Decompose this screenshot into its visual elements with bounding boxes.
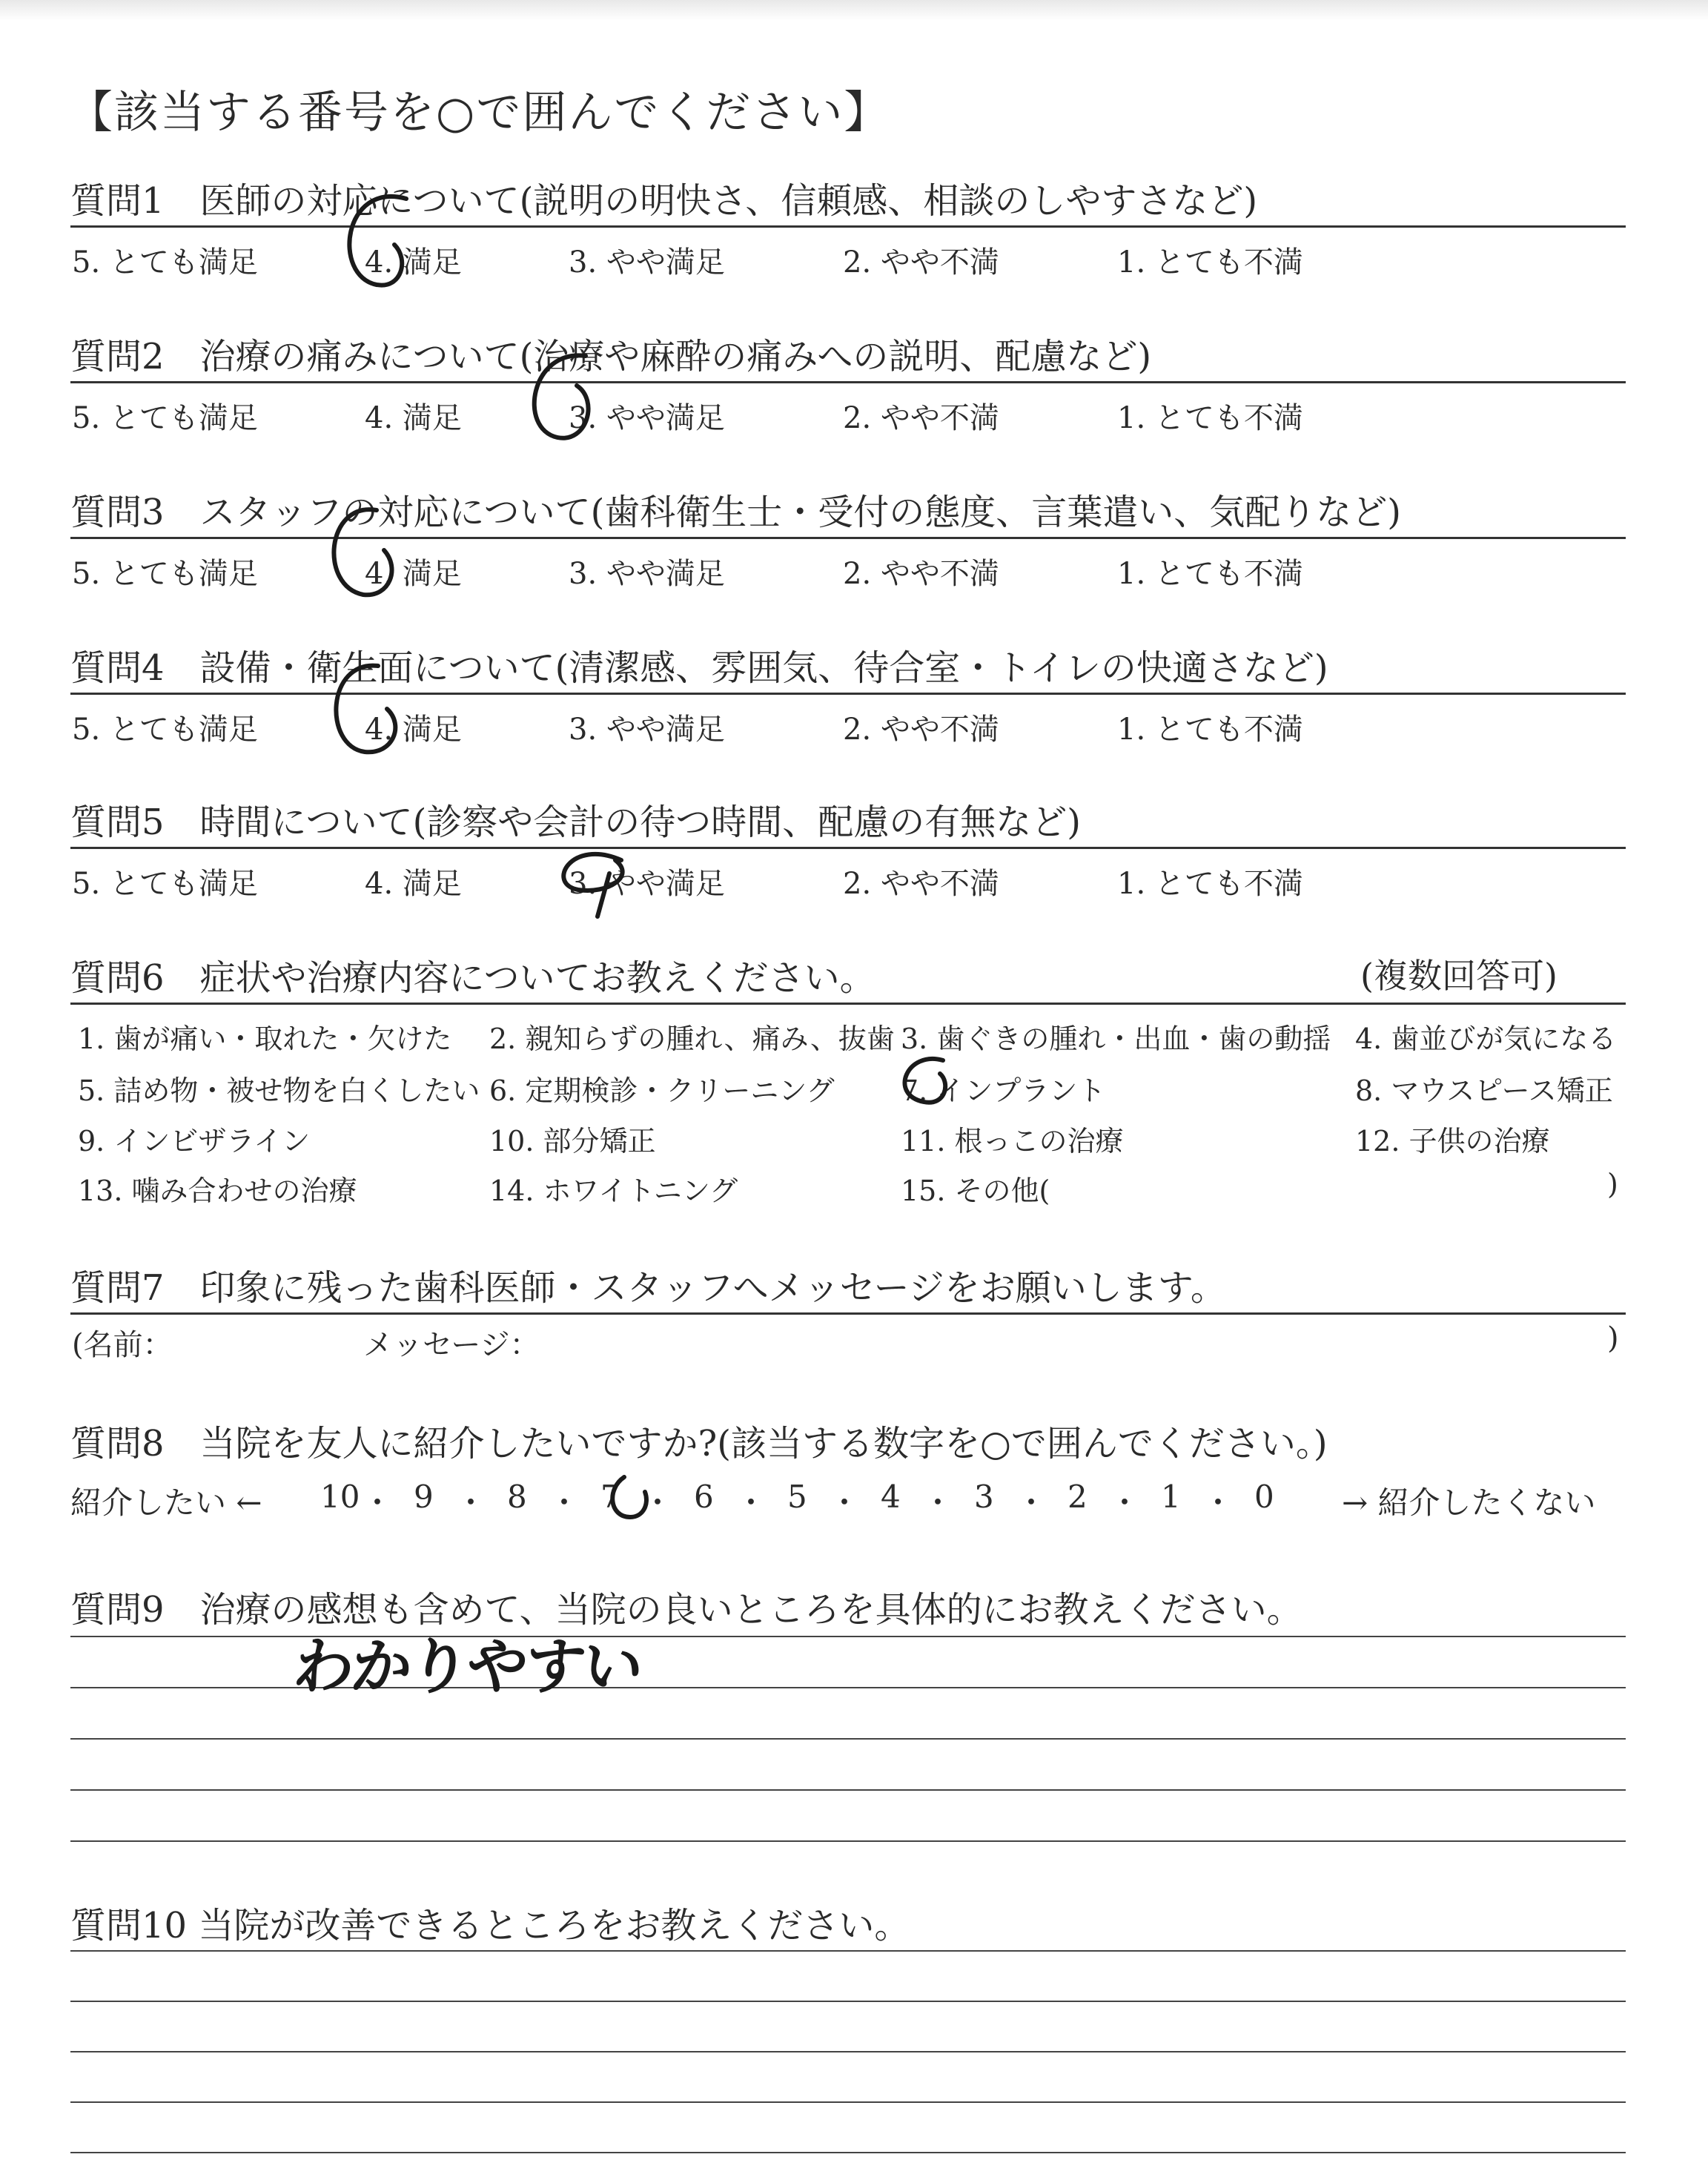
q3-option-1[interactable]: 1. とても不満 bbox=[1117, 557, 1303, 591]
q1-option-3[interactable]: 3. やや満足 bbox=[569, 245, 725, 280]
q4-option-2[interactable]: 2. やや不満 bbox=[843, 713, 999, 747]
q9-handwritten-text: わかりやすい bbox=[289, 1632, 644, 1702]
divider bbox=[70, 693, 1626, 695]
answer-line bbox=[70, 1738, 1626, 1740]
q6-item-6[interactable]: 6. 定期検診・クリーニング bbox=[489, 1074, 835, 1107]
q5-option-5[interactable]: 5. とても満足 bbox=[72, 867, 258, 901]
q8-left-label: 紹介したい ← bbox=[70, 1484, 262, 1521]
question-5 bbox=[70, 793, 1626, 901]
q1-option-4[interactable]: 4. 満足 bbox=[365, 245, 462, 280]
q4-option-5[interactable]: 5. とても満足 bbox=[72, 713, 258, 747]
answer-line bbox=[70, 1789, 1626, 1791]
q8-scale-2[interactable]: 2 bbox=[1068, 1479, 1088, 1515]
divider bbox=[70, 847, 1626, 849]
q2-option-2[interactable]: 2. やや不満 bbox=[843, 401, 999, 435]
q8-scale-0[interactable]: 0 bbox=[1254, 1479, 1274, 1515]
divider bbox=[70, 1312, 1626, 1315]
q1-option-5[interactable]: 5. とても満足 bbox=[72, 245, 258, 280]
q6-item-7[interactable]: 7. インプラント bbox=[901, 1074, 1106, 1107]
answer-line bbox=[70, 2101, 1626, 2103]
q8-right-label: → 紹介したくない bbox=[1342, 1484, 1596, 1521]
q8-scale-separator: ・ bbox=[549, 1484, 580, 1521]
q8-scale-separator: ・ bbox=[922, 1484, 954, 1521]
q8-scale-separator: ・ bbox=[1109, 1484, 1141, 1521]
divider bbox=[70, 225, 1626, 228]
q6-item-8[interactable]: 8. マウスピース矯正 bbox=[1355, 1074, 1613, 1107]
divider bbox=[70, 1003, 1626, 1005]
q3-option-2[interactable]: 2. やや不満 bbox=[843, 557, 999, 591]
q5-option-2[interactable]: 2. やや不満 bbox=[843, 867, 999, 901]
q8-scale-separator: ・ bbox=[829, 1484, 861, 1521]
question-4-title: 質問4 設備・衛生面について(清潔感、雰囲気、待合室・トイレの快適さなど) bbox=[70, 647, 1328, 689]
answer-line bbox=[70, 2152, 1626, 2153]
q8-scale-separator: ・ bbox=[1202, 1484, 1234, 1521]
q2-option-4[interactable]: 4. 満足 bbox=[365, 401, 462, 435]
q6-item-14[interactable]: 14. ホワイトニング bbox=[489, 1175, 738, 1207]
divider bbox=[70, 381, 1626, 383]
form-heading: 【該当する番号を○で囲んでください】 bbox=[68, 87, 890, 139]
q4-option-1[interactable]: 1. とても不満 bbox=[1117, 713, 1303, 747]
q2-option-5[interactable]: 5. とても満足 bbox=[72, 401, 258, 435]
question-6 bbox=[70, 949, 1626, 1003]
question-1 bbox=[70, 172, 1626, 280]
question-9-title: 質問9 治療の感想も含めて、当院の良いところを具体的にお教えください。 bbox=[70, 1589, 1302, 1631]
q1-option-2[interactable]: 2. やや不満 bbox=[843, 245, 999, 280]
question-3 bbox=[70, 483, 1626, 591]
q8-scale-4[interactable]: 4 bbox=[881, 1479, 901, 1515]
question-10 bbox=[70, 1897, 1626, 1950]
q5-option-1[interactable]: 1. とても不満 bbox=[1117, 867, 1303, 901]
q6-item-9[interactable]: 9. インビザライン bbox=[78, 1125, 311, 1157]
q5-option-4[interactable]: 4. 満足 bbox=[365, 867, 462, 901]
q6-item-5[interactable]: 5. 詰め物・被せ物を白くしたい bbox=[78, 1074, 480, 1107]
q6-item-13[interactable]: 13. 噛み合わせの治療 bbox=[78, 1175, 357, 1207]
q6-item-11[interactable]: 11. 根っこの治療 bbox=[901, 1125, 1124, 1157]
question-2 bbox=[70, 328, 1626, 435]
q3-option-5[interactable]: 5. とても満足 bbox=[72, 557, 258, 591]
q8-scale-6[interactable]: 6 bbox=[694, 1479, 714, 1515]
q3-option-4[interactable]: 4. 満足 bbox=[365, 557, 462, 591]
question-3-title: 質問3 スタッフの対応について(歯科衛生士・受付の態度、言葉遣い、気配りなど) bbox=[70, 492, 1402, 533]
q3-option-3[interactable]: 3. やや満足 bbox=[569, 557, 725, 591]
q1-option-1[interactable]: 1. とても不満 bbox=[1117, 245, 1303, 280]
q6-item-2[interactable]: 2. 親知らずの腫れ、痛み、抜歯 bbox=[489, 1023, 895, 1055]
scan-top-edge bbox=[0, 0, 1708, 21]
q8-scale-9[interactable]: 9 bbox=[414, 1479, 434, 1515]
q2-option-3[interactable]: 3. やや満足 bbox=[569, 401, 725, 435]
q8-scale-separator: ・ bbox=[642, 1484, 674, 1521]
q8-scale-7[interactable]: 7 bbox=[600, 1479, 620, 1515]
q6-item-12[interactable]: 12. 子供の治療 bbox=[1355, 1125, 1550, 1157]
q7-name-label: (名前： bbox=[72, 1328, 173, 1362]
q7-message-label: メッセージ： bbox=[363, 1328, 540, 1362]
answer-line bbox=[70, 1950, 1626, 1952]
q5-option-3[interactable]: 3. やや満足 bbox=[569, 867, 725, 901]
question-7-title: 質問7 印象に残った歯科医師・スタッフへメッセージをお願いします。 bbox=[70, 1267, 1226, 1309]
question-6-title: 質問6 症状や治療内容についてお教えください。 bbox=[70, 957, 875, 999]
q8-scale-1[interactable]: 1 bbox=[1161, 1479, 1181, 1515]
q7-close-paren: ) bbox=[1607, 1321, 1619, 1355]
answer-line bbox=[70, 2001, 1626, 2002]
answer-line bbox=[70, 1840, 1626, 1842]
q8-scale-separator: ・ bbox=[735, 1484, 767, 1521]
q4-option-3[interactable]: 3. やや満足 bbox=[569, 713, 725, 747]
q4-option-4[interactable]: 4. 満足 bbox=[365, 713, 462, 747]
question-8-title: 質問8 当院を友人に紹介したいですか?(該当する数字を○で囲んでください。) bbox=[70, 1423, 1328, 1464]
q6-item-1[interactable]: 1. 歯が痛い・取れた・欠けた bbox=[78, 1023, 452, 1055]
q6-item-10[interactable]: 10. 部分矯正 bbox=[489, 1125, 656, 1157]
q8-scale-8[interactable]: 8 bbox=[507, 1479, 527, 1515]
question-10-title: 質問10 当院が改善できるところをお教えください。 bbox=[70, 1905, 910, 1946]
q9-handwritten-answer[interactable] bbox=[289, 1624, 644, 1716]
question-7 bbox=[70, 1259, 1626, 1312]
q6-item-4[interactable]: 4. 歯並びが気になる bbox=[1355, 1023, 1617, 1055]
handwriting-graphic bbox=[289, 1624, 644, 1713]
q8-scale-10[interactable]: 10 bbox=[320, 1479, 360, 1515]
q2-option-1[interactable]: 1. とても不満 bbox=[1117, 401, 1303, 435]
q6-item-15-close: ) bbox=[1607, 1168, 1618, 1200]
q8-scale-separator: ・ bbox=[362, 1484, 394, 1521]
question-4 bbox=[70, 639, 1626, 747]
question-5-title: 質問5 時間について(診察や会計の待つ時間、配慮の有無など) bbox=[70, 802, 1082, 843]
question-1-title: 質問1 医師の対応について(説明の明快さ、信頼感、相談のしやすさなど) bbox=[70, 180, 1258, 222]
divider bbox=[70, 537, 1626, 539]
q8-scale-5[interactable]: 5 bbox=[787, 1479, 807, 1515]
question-6-note: (複数回答可) bbox=[1360, 956, 1558, 996]
answer-line bbox=[70, 2051, 1626, 2052]
question-2-title: 質問2 治療の痛みについて(治療や麻酔の痛みへの説明、配慮など) bbox=[70, 336, 1152, 377]
q6-item-3[interactable]: 3. 歯ぐきの腫れ・出血・歯の動揺 bbox=[901, 1023, 1331, 1055]
q6-item-15[interactable]: 15. その他( bbox=[901, 1175, 1050, 1207]
question-8 bbox=[70, 1415, 1626, 1468]
q8-scale-3[interactable]: 3 bbox=[974, 1479, 994, 1515]
q8-scale-separator: ・ bbox=[455, 1484, 487, 1521]
q8-scale-separator: ・ bbox=[1016, 1484, 1047, 1521]
